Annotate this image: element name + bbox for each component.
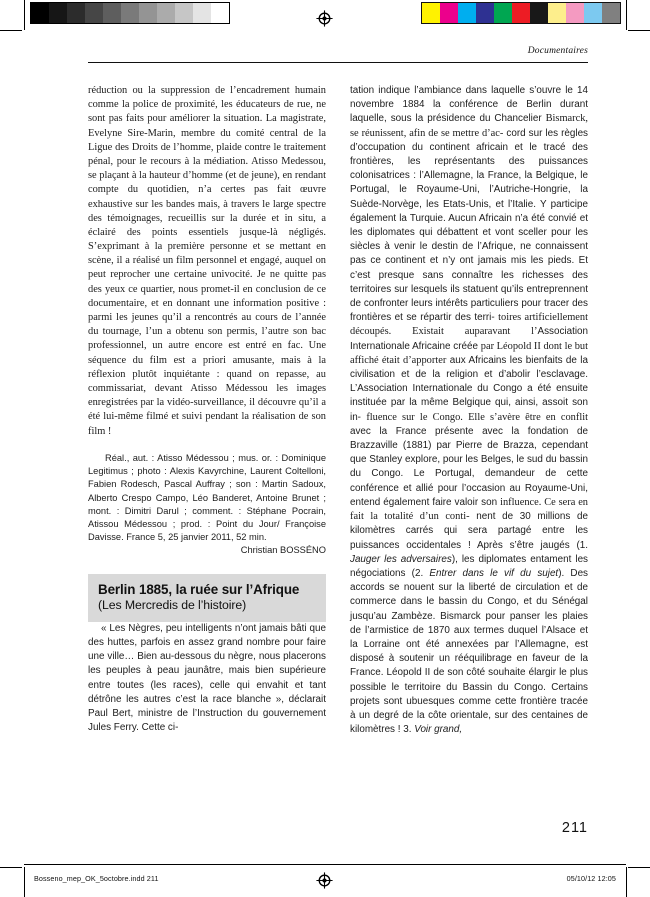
color-swatch-8: [566, 3, 584, 23]
crop-mark-bottom-right-h: [628, 867, 650, 868]
rc-seg-a: tation indique l’ambiance dans laquelle s’ouvre le 14 novembre 1884 la conférence de Berlin durant laquelle, sous la présidence du Chancelier: [350, 85, 588, 125]
color-swatch-9: [584, 3, 602, 23]
gray-swatch-10: [211, 3, 229, 23]
footer-rule: [24, 864, 626, 865]
running-head: Documentaires: [527, 46, 588, 56]
rc-seg-i: avec la France présente avec la fondation de Brazzaville (1881) par Pierre de Brazza, cependant que Stanley explore, pour les Belges, le sud du bassin du Congo. Le Portugal, demandeur de cette conférence et allié pour l’occasion au Royaume-Uni, entend également faire valoir son: [350, 425, 588, 508]
rc-seg-l: ), les diplomates entament les négociations (2.: [350, 553, 588, 579]
article-subtitle: (Les Mercredis de l’histoire): [98, 597, 247, 612]
episode-title-1: Jauger les adversaires: [350, 553, 452, 565]
crop-mark-top-right-v: [626, 0, 627, 30]
gray-swatch-8: [175, 3, 193, 23]
color-swatch-7: [548, 3, 566, 23]
crop-mark-top-left-h: [0, 30, 22, 31]
crop-mark-top-left-v: [24, 0, 25, 30]
crop-mark-top-right-h: [628, 30, 650, 31]
color-swatch-10: [602, 3, 620, 23]
color-swatch-6: [530, 3, 548, 23]
rc-seg-m: ). Des accords se nouent sur la liberté de circulation et de commerce dans le bassin du Congo, et du Sénégal jusqu’au Zambèze. Bismarck pour panser les plaies de l’armistice de 1870 aux termes duquel l’Alsace et la Lorraine ont été annexées par l’Allemagne, est disposé à soutenir un rééquilibrage en faveur de la France. Léopold II de son côté souhaite élargir le plus possible le territoire du Bassin du Congo. Certains projets sont ubuesques comme cette frontière tracée à un degré de la côte orientale, sur des centaines de kilomètres ! 3.: [350, 567, 588, 736]
gray-swatch-4: [103, 3, 121, 23]
gray-swatch-2: [67, 3, 85, 23]
color-swatch-5: [512, 3, 530, 23]
page-number: 211: [561, 820, 588, 836]
registration-target-icon-top: [316, 10, 333, 27]
column-left: [88, 84, 326, 854]
gray-swatch-0: [31, 3, 49, 23]
press-marks-bar: [0, 0, 650, 36]
gray-swatch-7: [157, 3, 175, 23]
gray-swatch-3: [85, 3, 103, 23]
footer-slug-timestamp: 05/10/12 12:05: [566, 874, 616, 883]
crop-mark-bottom-left-h: [0, 867, 22, 868]
color-calibration-wedge: [421, 2, 621, 24]
gray-swatch-6: [139, 3, 157, 23]
rc-seg-e: Association Internationale Africaine créée: [350, 326, 588, 352]
rc-seg-f: par Léopold II dont le but affiché était d’apporter: [350, 340, 588, 366]
paragraph-continuation: réduction ou la suppression de l’encadrement humain comme la police de proximité, les éducateurs de rue, ne sont pas faits pour améliorer la situation. La magistrate, Evelyne Sire-Marin, membre du comité central de la Ligue des Droits de l’homme, plaide contre le traitement pénal, pour le recours à la médiation. Atisso Medessou, se plaçant à la hauteur d’homme (et de jeune), en rendant compte du quotidien, n’a certes pas fait œuvre exhaustive sur les bandes mais, à travers le large spectre des témoignages, recueillis sur la durée et in situ, a éclairé des points essentiels jusque-là négligés. S’exprimant à la première personne et se mettant en scène, il a réalisé un film personnel et engagé, auquel on peut reprocher une certaine univocité. Je ne quitte pas des yeux ce quartier, nous promet-il en conclusion de ce documentaire, et en donnant une information positive : parmi les jeunes qu’il a rencontrés au cours de l’année du tournage, l’un a obtenu son permis, l’autre son bac professionnel, un autre encore est entré en fac. Une séquence du film est a priori amusante, mais à la réflexion plutôt inquiétante : quand on repasse, au commissariat, devant Atisso Médessou les images enregistrées par la vidéo-surveillance, il découvre qu’il a été lui-même filmé et suivi pendant la réalisation de son film !: [88, 85, 327, 437]
rc-seg-j: influence. Ce sera en fait la totalité d’un conti-: [350, 496, 589, 523]
rc-seg-c: cord sur les règles d’occupation du continent africain et le tracé des frontières, les représentants des puissances colonisatrices : l’Allemagne, la France, la Belgique, le Portugal, le Royaume-Uni, l’Autriche-Hongrie, la Suède-Norvège, les Etats-Unis, et l’Italie. Y participe également la Turquie. Aucun Africain n’a été convié et les diplomates qui débattent et vont sceller pour les siècles à venir le destin de l’Afrique, ne connaissent pas ce continent et n’y ont jamais mis les pieds. Et c’est presque sans connaître les richesses des territoires sur lesquels ils statuent qu’ils entreprennent de confronter leurs intérêts particuliers pour tracer des frontières et se répartir des terri-: [350, 127, 588, 324]
film-credits-text: Réal., aut. : Atisso Médessou ; mus. or. : Dominique Legitimus ; photo : Alexis Kavyrchine, Laurent Coltelloni, Fabien Rodesch, Pascal Auffray ; son : Martin Sadoux, Alberto Crespo Campo, Léo Banderet, Antoine Brunet ; mont. : Dimitri Darul ; comment. : Stéphane Pocrain, Atissou Médessou ; prod. : Point du Jour/ Françoise Davisse. France 5, 25 janvier 2011, 52 min.: [88, 452, 326, 543]
credits-byline-wrap: [88, 544, 326, 557]
episode-title-3: Voir grand,: [414, 724, 463, 736]
rc-seg-b: Bismarck, se réunissent, afin de se mettre d’ac-: [350, 113, 589, 139]
gray-swatch-9: [193, 3, 211, 23]
registration-target-icon-bottom: [316, 872, 333, 889]
article-body-right: [350, 84, 588, 737]
header-rule: [88, 62, 588, 63]
crop-mark-bottom-right-v: [626, 867, 627, 897]
rc-seg-g: aux Africains les bienfaits de la civilisation et de la religion et d’abolir l’esclavage. L’Association Internationale du Congo a été ensuite instituée par la même Belgique qui, ainsi, assoit son in-: [350, 354, 588, 423]
rc-seg-h: fluence sur le Congo. Elle s’avère être en conflit: [366, 411, 588, 423]
episode-title-2: Entrer dans le vif du sujet: [429, 567, 559, 579]
article-columns: [88, 84, 588, 854]
color-swatch-4: [494, 3, 512, 23]
rc-seg-d: toires artificiellement découpés. Existait auparavant l’: [350, 312, 588, 338]
gray-swatch-5: [121, 3, 139, 23]
color-swatch-0: [422, 3, 440, 23]
rc-seg-k: nent de 30 millions de kilomètres carrés qui sera partagé entre les puissances occidentales ! Après s’être jaugés (1.: [350, 511, 588, 551]
credits-author: Christian BOSSÉNO: [240, 545, 326, 556]
footer-slug-filename: Bosseno_mep_OK_5octobre.indd 211: [34, 874, 159, 883]
article-title: Berlin 1885, la ruée sur l’Afrique: [98, 581, 300, 597]
crop-mark-bottom-left-v: [24, 867, 25, 897]
color-swatch-3: [476, 3, 494, 23]
color-swatch-1: [440, 3, 458, 23]
article-opening-quote: « Les Nègres, peu intelligents n’ont jamais bâti que des huttes, parfois en assez grand nombre pour faire une ville… Bien au-dessous du nègre, nous placerons les peuples à peau jaunâtre, mais bien supérieure entre toutes (les races), celle qui envahit et tant détrône les autres c’est la race blanche », déclarait Paul Bert, ministre de l’Instruction du gouvernement Jules Ferry. Cette ci-: [88, 622, 326, 734]
gray-swatch-1: [49, 3, 67, 23]
grayscale-calibration-wedge: [30, 2, 230, 24]
article-title-box: [88, 574, 326, 622]
film-credits: [88, 452, 326, 545]
column-right: [350, 84, 588, 854]
color-swatch-2: [458, 3, 476, 23]
